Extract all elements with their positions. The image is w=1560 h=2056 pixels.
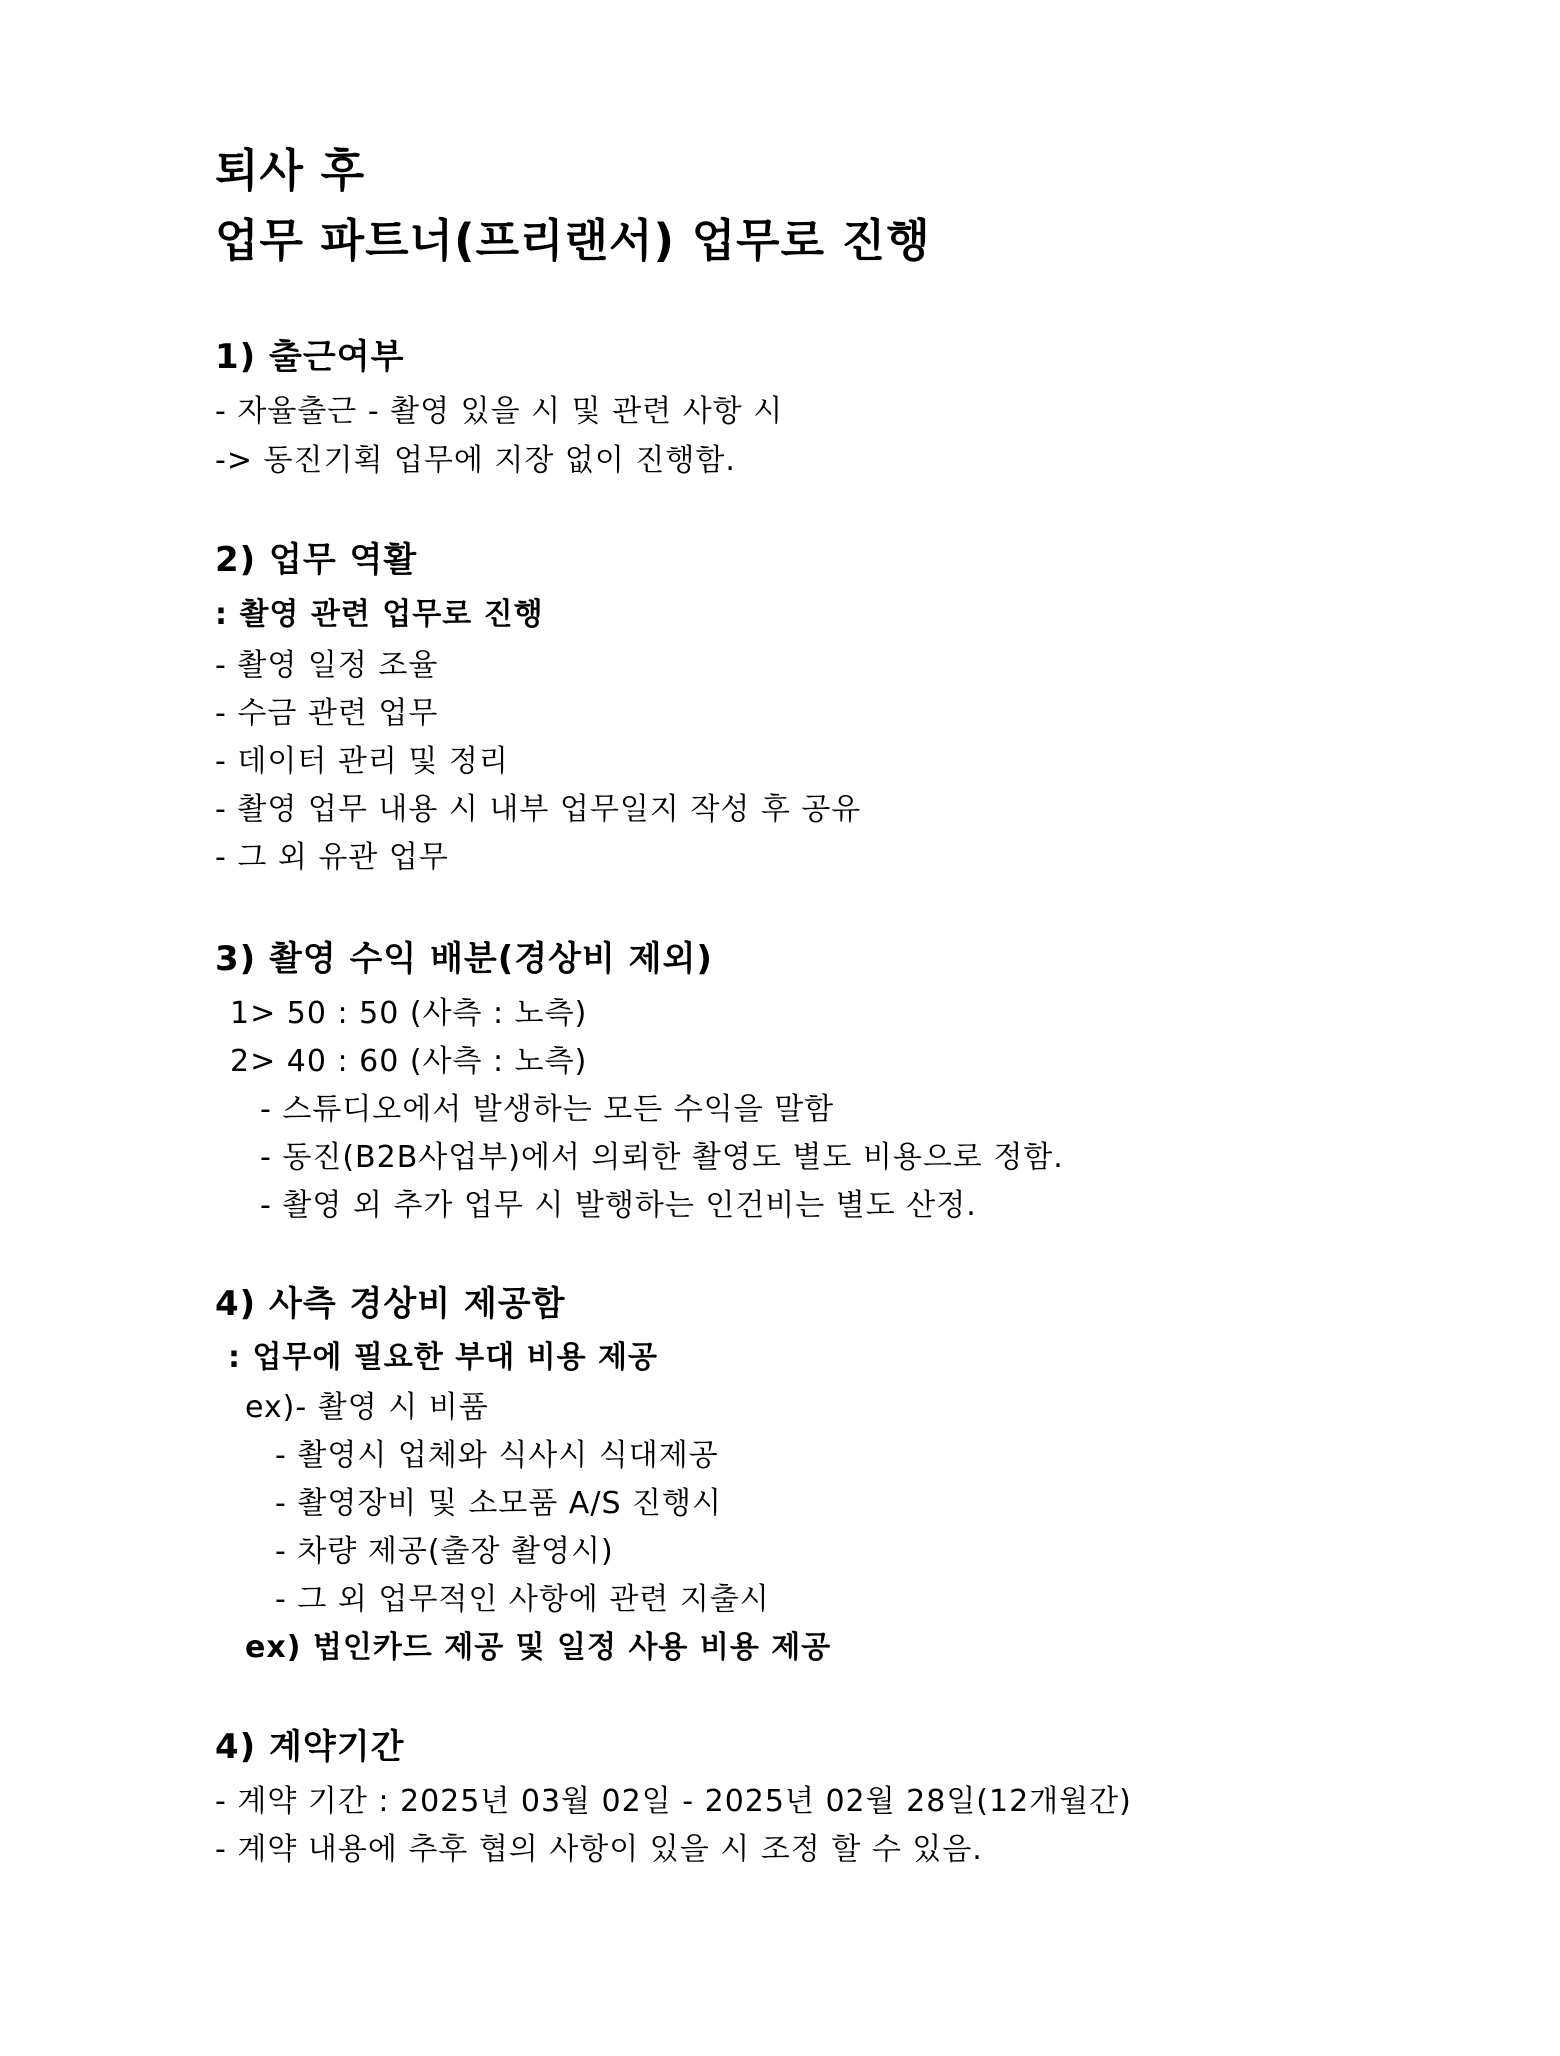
section-4-line: - 촬영시 업체와 식사시 식대제공	[275, 1438, 719, 1473]
section-3-line: - 스튜디오에서 발생하는 모든 수익을 말함	[260, 1092, 835, 1127]
section-5-line: - 계약 기간 : 2025년 03월 02일 - 2025년 02월 28일(12개월간)	[215, 1784, 1132, 1819]
section-4-line: - 그 외 업무적인 사항에 관련 지출시	[275, 1582, 770, 1617]
section-3-line: 2> 40 : 60 (사측 : 노측)	[230, 1044, 588, 1079]
section-4-line: ex)- 촬영 시 비품	[245, 1390, 489, 1425]
section-4-heading: 4) 사측 경상비 제공함	[215, 1284, 566, 1324]
section-2-line: - 데이터 관리 및 정리	[215, 744, 509, 779]
section-3-line: - 촬영 외 추가 업무 시 발행하는 인건비는 별도 산정.	[260, 1188, 977, 1223]
title-line-2: 업무 파트너(프리랜서) 업무로 진행	[215, 214, 931, 267]
section-4-closing: ex) 법인카드 제공 및 일정 사용 비용 제공	[245, 1630, 832, 1665]
section-2-line: - 촬영 일정 조율	[215, 648, 439, 683]
section-2-line: - 수금 관련 업무	[215, 696, 439, 731]
section-5-line: - 계약 내용에 추후 협의 사항이 있을 시 조정 할 수 있음.	[215, 1832, 983, 1867]
section-4-subheading: : 업무에 필요한 부대 비용 제공	[228, 1340, 658, 1375]
section-2-heading: 2) 업무 역활	[215, 540, 418, 580]
section-3-heading: 3) 촬영 수익 배분(경상비 제외)	[215, 939, 713, 979]
section-2-subheading: : 촬영 관련 업무로 진행	[215, 597, 544, 632]
section-3-line: 1> 50 : 50 (사측 : 노측)	[230, 996, 588, 1031]
title-line-1: 퇴사 후	[215, 144, 366, 197]
section-2-line: - 촬영 업무 내용 시 내부 업무일지 작성 후 공유	[215, 792, 862, 827]
section-1-line: - 자율출근 - 촬영 있을 시 및 관련 사항 시	[215, 394, 784, 429]
section-1-line: -> 동진기획 업무에 지장 없이 진행함.	[215, 443, 736, 478]
section-4-line: - 촬영장비 및 소모품 A/S 진행시	[275, 1486, 722, 1521]
section-2-line: - 그 외 유관 업무	[215, 840, 449, 875]
section-4-line: - 차량 제공(출장 촬영시)	[275, 1534, 614, 1569]
section-1-heading: 1) 출근여부	[215, 337, 405, 377]
section-3-line: - 동진(B2B사업부)에서 의뢰한 촬영도 별도 비용으로 정함.	[260, 1140, 1064, 1175]
section-5-heading: 4) 계약기간	[215, 1727, 405, 1767]
